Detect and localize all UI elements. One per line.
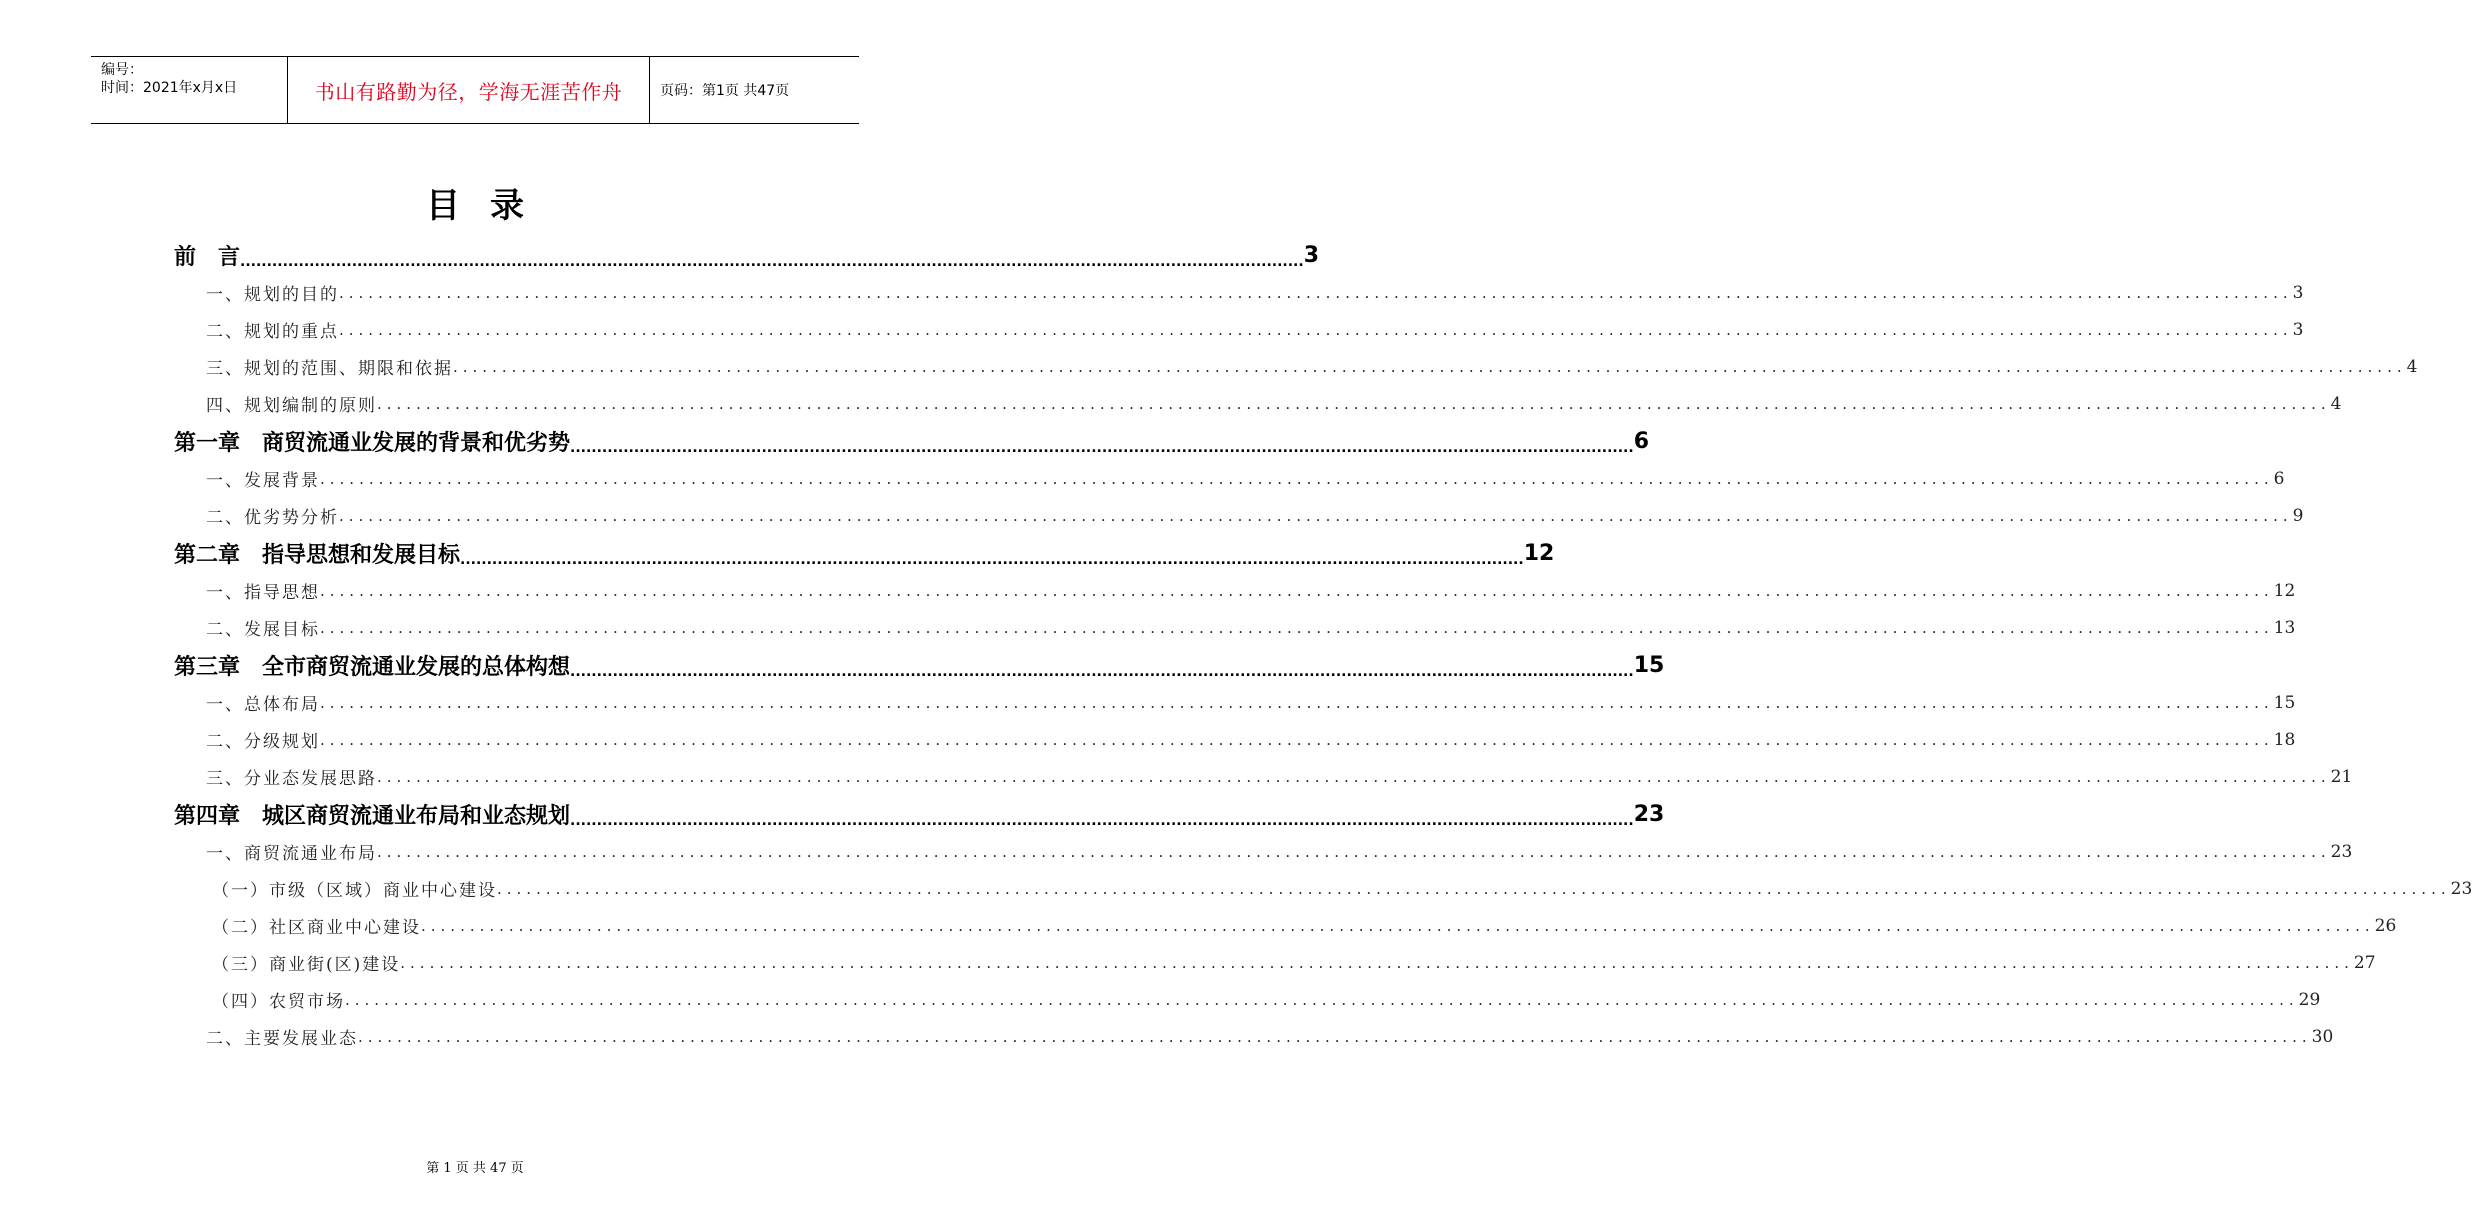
document-number-label: 编号：: [101, 62, 143, 78]
toc-leader-dots: ........................................................................................................................................................................................................: [377, 394, 2331, 413]
toc-chapter-entry[interactable]: [174, 795, 1665, 833]
toc-entry-label: 一、总体布局: [206, 695, 320, 715]
toc-section-entry[interactable]: [174, 460, 2285, 497]
toc-entry-label: 二、优劣势分析: [206, 508, 339, 528]
toc-entry-page: 29: [2298, 989, 2321, 1010]
toc-entry-label: （四）农贸市场: [212, 992, 345, 1012]
toc-section-entry[interactable]: [174, 311, 2304, 348]
toc-entry-label: 二、规划的重点: [206, 322, 339, 342]
toc-section-entry[interactable]: [174, 944, 2376, 981]
toc-entry-page: 6: [1633, 428, 1649, 454]
toc-leader-dots: ........................................................................................................................................................................................................: [460, 552, 1524, 568]
table-of-contents: [174, 236, 2472, 1055]
toc-section-entry[interactable]: [174, 274, 2304, 311]
toc-leader-dots: ........................................................................................................................................................................................................: [570, 664, 1634, 680]
document-time-label: 时间：2021年x月x日: [101, 80, 238, 96]
toc-entry-page: 12: [2273, 580, 2296, 601]
toc-entry-page: 21: [2330, 766, 2353, 787]
toc-entry-page: 23: [2330, 841, 2353, 862]
toc-entry-page: 18: [2273, 729, 2296, 750]
toc-section-entry[interactable]: [174, 981, 2321, 1018]
toc-leader-dots: ........................................................................................................................................................................................................: [320, 469, 2274, 488]
toc-entry-label: 一、指导思想: [206, 583, 320, 603]
toc-entry-label: （三）商业街(区)建设: [212, 955, 401, 975]
toc-leader-dots: ........................................................................................................................................................................................................: [570, 440, 1634, 456]
toc-section-entry[interactable]: [174, 497, 2304, 534]
toc-leader-dots: ........................................................................................................................................................................................................: [570, 813, 1634, 829]
toc-entry-page: 15: [1633, 652, 1665, 678]
toc-section-entry[interactable]: [174, 572, 2296, 609]
toc-leader-dots: ........................................................................................................................................................................................................: [320, 730, 2274, 749]
toc-entry-label: 第二章 指导思想和发展目标: [174, 542, 461, 568]
toc-leader-dots: ........................................................................................................................................................................................................: [358, 1027, 2312, 1046]
toc-entry-page: 3: [2292, 282, 2304, 303]
toc-entry-page: 3: [1303, 242, 1319, 268]
header-motto: 书山有路勤为径，学海无涯苦作舟: [314, 79, 623, 104]
toc-entry-label: 一、规划的目的: [206, 285, 339, 305]
toc-leader-dots: ........................................................................................................................................................................................................: [320, 581, 2274, 600]
document-header: [91, 56, 859, 124]
toc-entry-page: 12: [1523, 540, 1555, 566]
toc-entry-label: 二、发展目标: [206, 620, 320, 640]
toc-entry-label: 一、商贸流通业布局: [206, 844, 377, 864]
toc-entry-label: 一、发展背景: [206, 471, 320, 491]
toc-entry-label: 前 言: [174, 244, 241, 270]
toc-leader-dots: ........................................................................................................................................................................................................: [320, 618, 2274, 637]
toc-entry-page: 4: [2330, 393, 2342, 414]
toc-leader-dots: ........................................................................................................................................................................................................: [497, 879, 2451, 898]
toc-leader-dots: ........................................................................................................................................................................................................: [339, 320, 2293, 339]
toc-leader-dots: ........................................................................................................................................................................................................: [240, 254, 1304, 270]
toc-chapter-entry[interactable]: [174, 534, 1555, 572]
toc-section-entry[interactable]: [174, 1018, 2334, 1055]
toc-entry-page: 9: [2292, 505, 2304, 526]
toc-leader-dots: ........................................................................................................................................................................................................: [320, 693, 2274, 712]
header-page-info: 页码：第1页 共47页: [660, 83, 790, 99]
toc-leader-dots: ........................................................................................................................................................................................................: [339, 283, 2293, 302]
toc-entry-label: 二、分级规划: [206, 732, 320, 752]
toc-leader-dots: ........................................................................................................................................................................................................: [345, 990, 2299, 1009]
toc-section-entry[interactable]: [174, 833, 2353, 870]
toc-leader-dots: ........................................................................................................................................................................................................: [453, 357, 2407, 376]
toc-entry-label: （二）社区商业中心建设: [212, 918, 421, 938]
toc-section-entry[interactable]: [174, 684, 2296, 721]
toc-leader-dots: ........................................................................................................................................................................................................: [377, 767, 2331, 786]
toc-section-entry[interactable]: [174, 870, 2472, 907]
toc-chapter-entry[interactable]: [174, 646, 1665, 684]
toc-entry-page: 4: [2406, 356, 2418, 377]
toc-title: 目录: [426, 186, 554, 226]
toc-leader-dots: ........................................................................................................................................................................................................: [377, 842, 2331, 861]
toc-section-entry[interactable]: [174, 609, 2296, 646]
toc-entry-page: 23: [1633, 801, 1665, 827]
toc-chapter-entry[interactable]: [174, 236, 1319, 274]
toc-leader-dots: ........................................................................................................................................................................................................: [421, 916, 2375, 935]
toc-entry-label: 三、分业态发展思路: [206, 769, 377, 789]
toc-leader-dots: ........................................................................................................................................................................................................: [339, 506, 2293, 525]
toc-entry-label: 第一章 商贸流通业发展的背景和优劣势: [174, 430, 571, 456]
toc-section-entry[interactable]: [174, 907, 2397, 944]
toc-leader-dots: ........................................................................................................................................................................................................: [400, 953, 2354, 972]
header-meta: [91, 57, 287, 123]
toc-entry-label: 四、规划编制的原则: [206, 396, 377, 416]
toc-entry-page: 3: [2292, 319, 2304, 340]
toc-entry-page: 26: [2374, 915, 2397, 936]
page-footer: 第 1 页 共 47 页: [426, 1161, 524, 1176]
toc-chapter-entry[interactable]: [174, 422, 1649, 460]
toc-section-entry[interactable]: [174, 758, 2353, 795]
toc-entry-page: 23: [2450, 878, 2472, 899]
toc-entry-page: 13: [2273, 617, 2296, 638]
toc-entry-label: 二、主要发展业态: [206, 1029, 358, 1049]
toc-entry-page: 6: [2273, 468, 2285, 489]
toc-entry-page: 27: [2353, 952, 2376, 973]
toc-section-entry[interactable]: [174, 385, 2342, 422]
toc-section-entry[interactable]: [174, 348, 2418, 385]
toc-entry-label: （一）市级（区域）商业中心建设: [212, 881, 497, 901]
toc-section-entry[interactable]: [174, 721, 2296, 758]
toc-entry-page: 30: [2311, 1026, 2334, 1047]
toc-entry-label: 三、规划的范围、期限和依据: [206, 359, 453, 379]
toc-entry-page: 15: [2273, 692, 2296, 713]
toc-entry-label: 第三章 全市商贸流通业发展的总体构想: [174, 654, 571, 680]
toc-entry-label: 第四章 城区商贸流通业布局和业态规划: [174, 803, 571, 829]
